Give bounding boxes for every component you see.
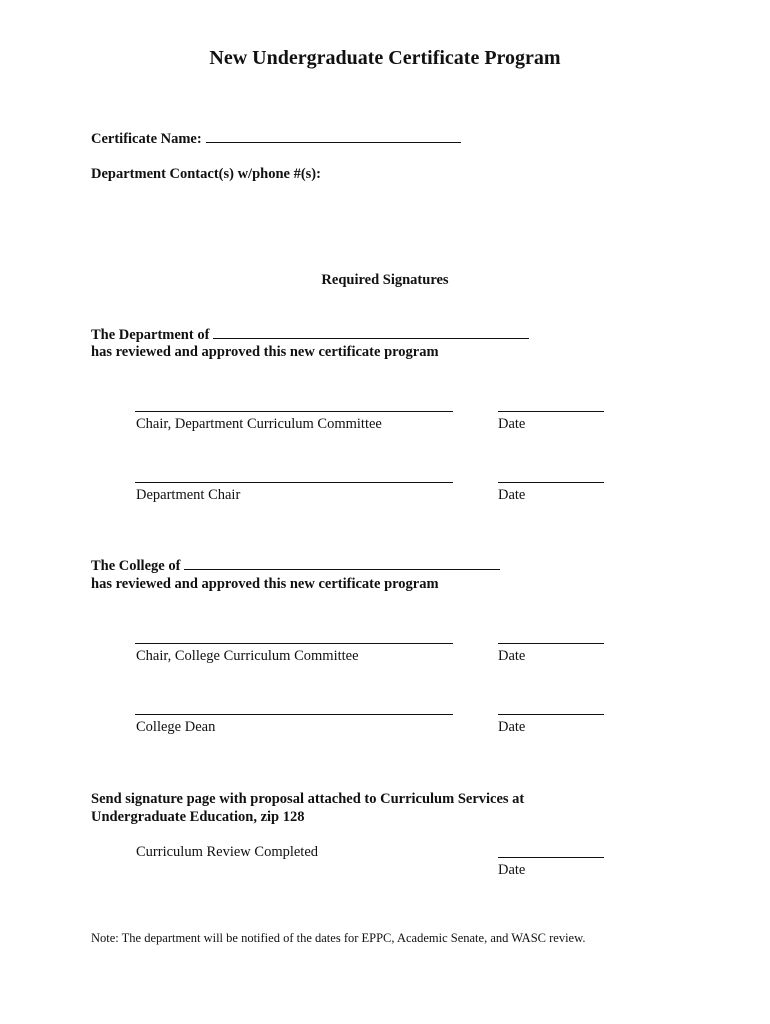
college-of-field[interactable]: [184, 557, 500, 570]
certificate-name-field[interactable]: [206, 130, 461, 143]
date-line[interactable]: [498, 714, 604, 715]
send-instruction-line2: Undergraduate Education, zip 128: [91, 809, 305, 825]
department-of-row: [91, 326, 529, 344]
page-title: New Undergraduate Certificate Program: [209, 47, 561, 69]
curriculum-review-label: Curriculum Review Completed: [136, 844, 319, 860]
certificate-name-label: Certificate Name:: [91, 131, 202, 147]
date-label: Date: [498, 648, 526, 664]
signature-line[interactable]: [135, 643, 453, 644]
date-line[interactable]: [498, 482, 604, 483]
college-approval-statement: has reviewed and approved this new certificate program: [91, 576, 439, 592]
department-approval-statement: has reviewed and approved this new certificate program: [91, 344, 439, 360]
signature-label-college-curriculum-chair: Chair, College Curriculum Committee: [136, 648, 359, 664]
department-contacts-field[interactable]: [91, 188, 681, 258]
date-label: Date: [498, 416, 526, 432]
department-of-label: The Department of: [91, 327, 210, 343]
date-line[interactable]: [498, 411, 604, 412]
department-contacts-label: Department Contact(s) w/phone #(s):: [91, 166, 321, 182]
signature-label-department-chair: Department Chair: [136, 487, 241, 503]
date-line[interactable]: [498, 643, 604, 644]
date-line[interactable]: [498, 857, 604, 858]
department-of-field[interactable]: [213, 326, 529, 339]
send-instruction-line1: Send signature page with proposal attached to Curriculum Services at: [91, 791, 525, 807]
date-label: Date: [498, 719, 526, 735]
required-signatures-heading: Required Signatures: [321, 272, 449, 288]
date-label: Date: [498, 487, 526, 503]
signature-line[interactable]: [135, 482, 453, 483]
college-of-label: The College of: [91, 558, 181, 574]
college-of-row: [91, 557, 500, 575]
signature-label-college-dean: College Dean: [136, 719, 216, 735]
date-label: Date: [498, 862, 526, 878]
signature-line[interactable]: [135, 411, 453, 412]
certificate-name-row: [91, 130, 461, 148]
signature-label-dept-curriculum-chair: Chair, Department Curriculum Committee: [136, 416, 382, 432]
signature-line[interactable]: [135, 714, 453, 715]
footer-note: Note: The department will be notified of the dates for EPPC, Academic Senate, and WASC review.: [91, 931, 586, 945]
